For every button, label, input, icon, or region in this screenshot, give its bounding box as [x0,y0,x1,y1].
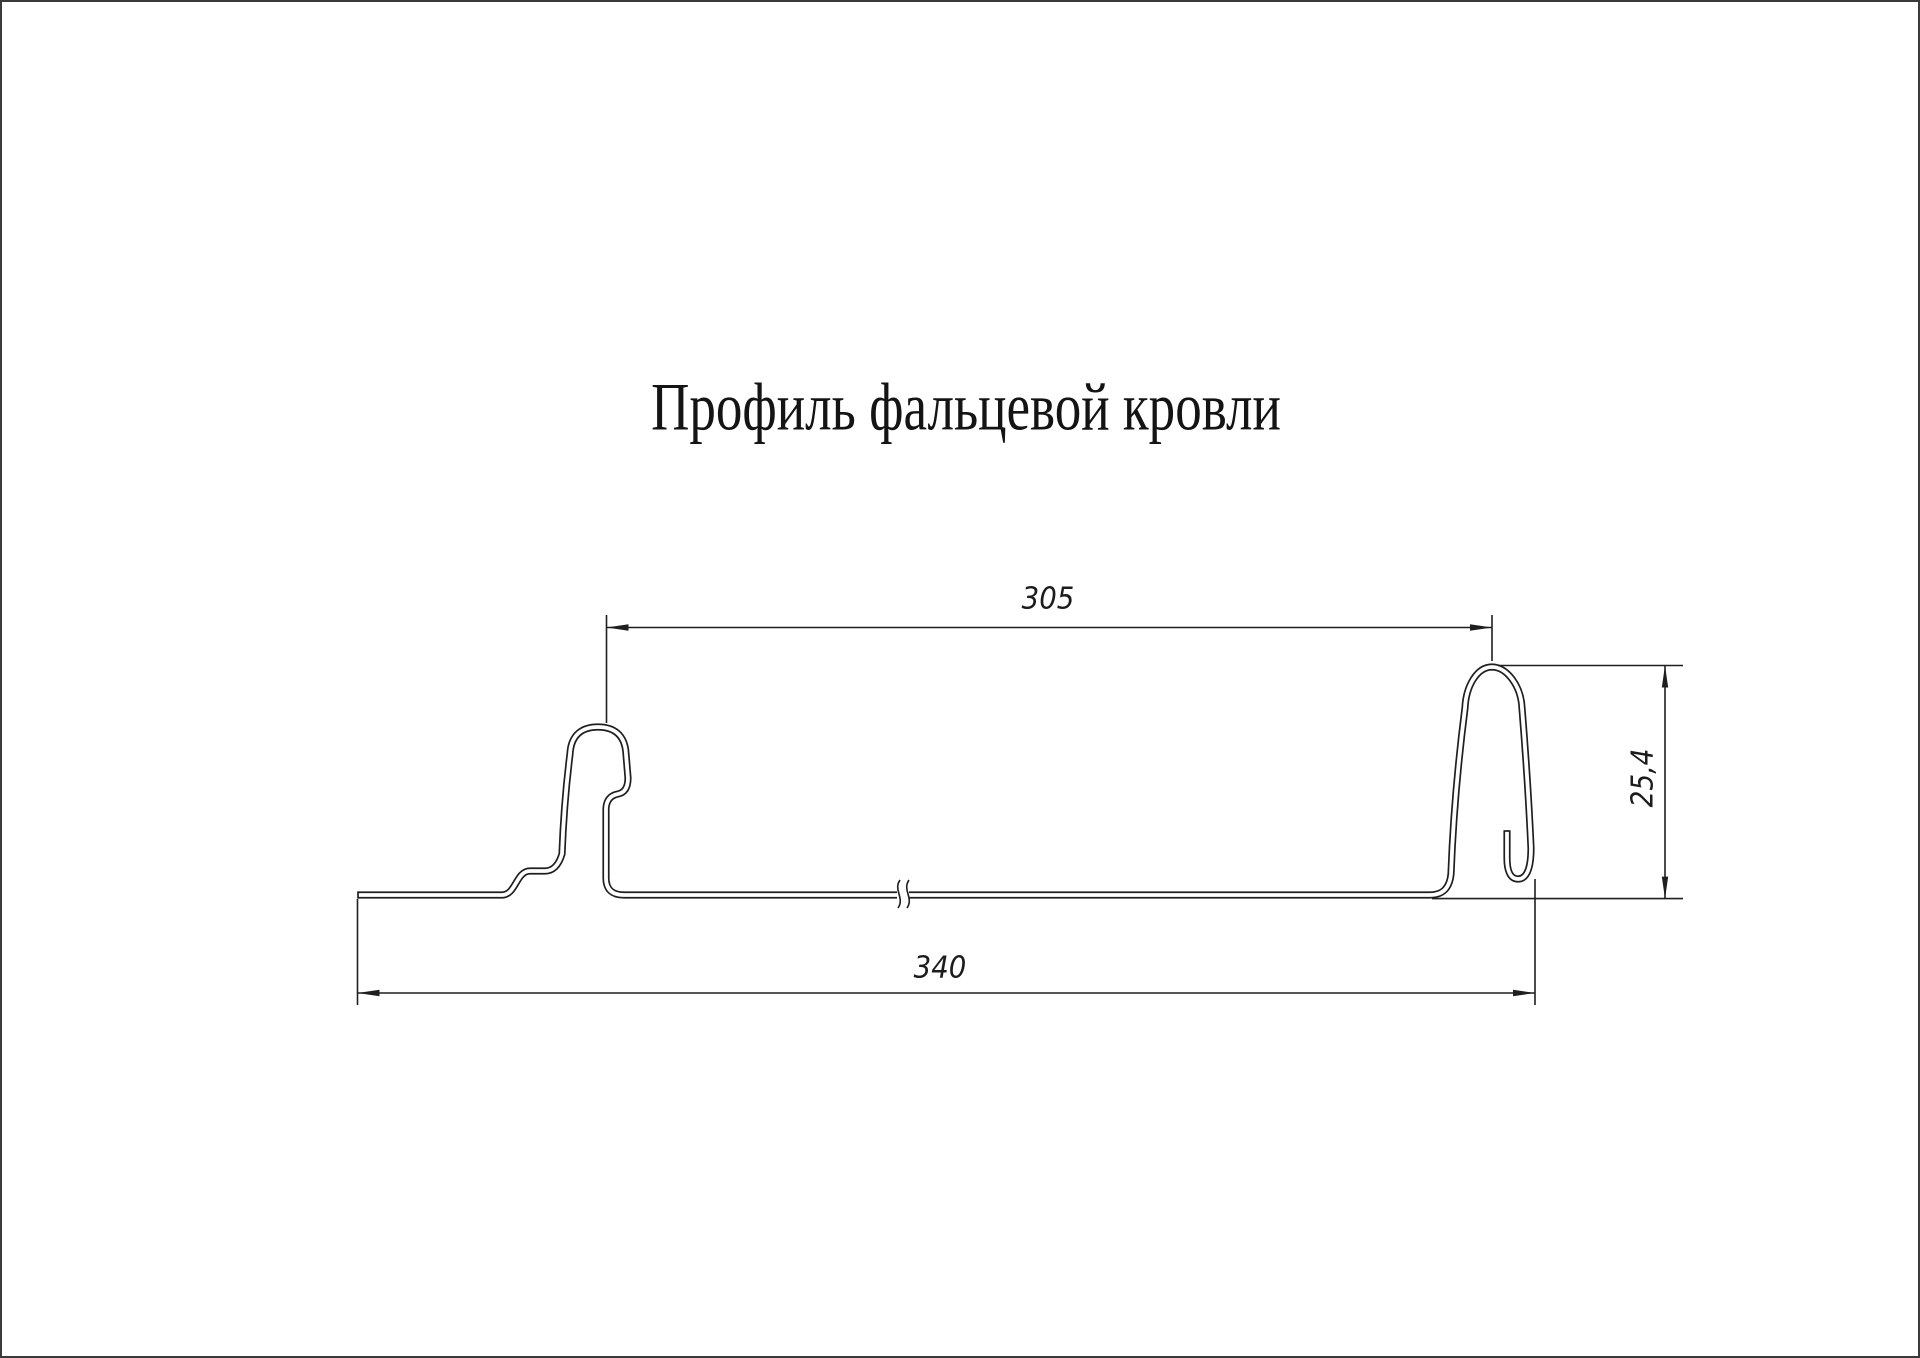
profile-drawing [2,2,1920,1358]
dim-value-height: 25,4 [1625,748,1661,808]
arrow-254-bottom [1662,877,1668,899]
arrow-254-top [1662,666,1668,688]
profile-sheet-outer [358,667,1531,895]
arrow-340-right [1513,990,1535,996]
dimension-305 [607,615,1493,723]
dim-value-top-width: 305 [1021,581,1075,617]
profile-outline [358,667,1531,899]
profile-sheet-core [358,667,1531,895]
drawing-title: Профиль фальцевой кровли [651,368,1281,445]
arrow-305-left [607,624,629,630]
arrow-340-left [358,990,380,996]
dim-value-total-width: 340 [913,950,967,986]
arrow-305-right [1470,624,1492,630]
break-symbol [897,880,909,908]
